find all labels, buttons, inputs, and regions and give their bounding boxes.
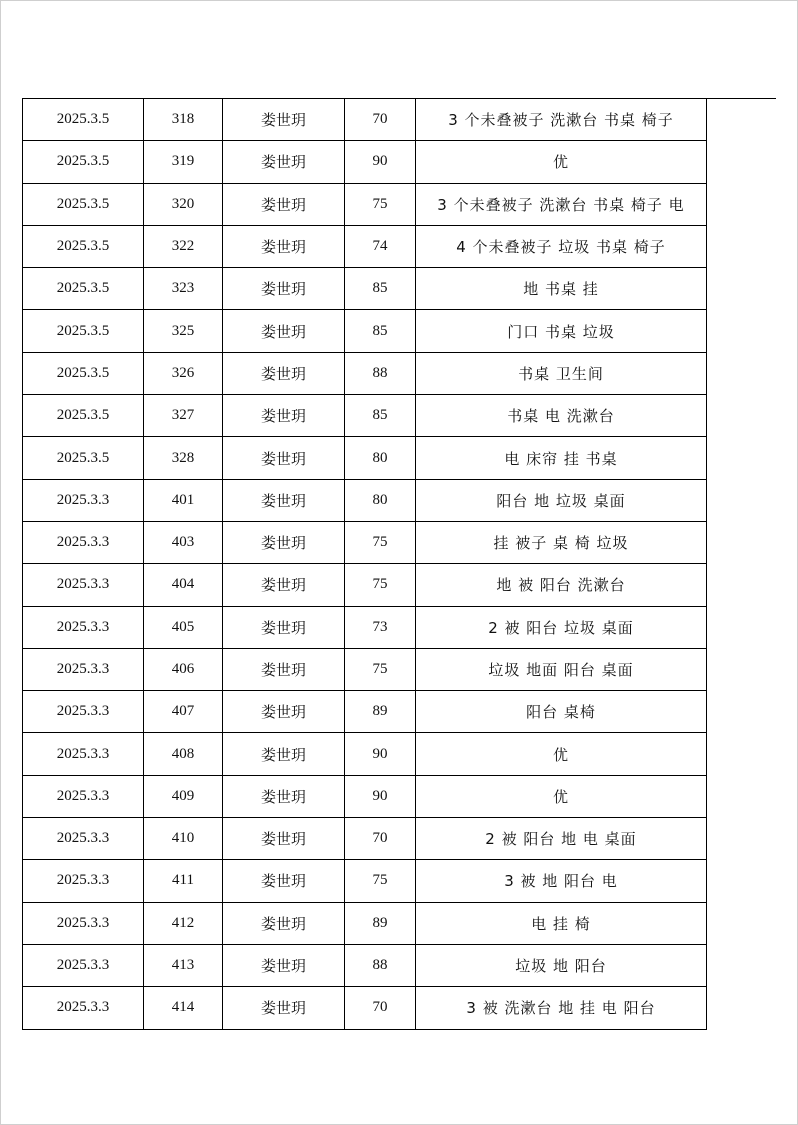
cell-deduction-notes: 3 被 地 阳台 电 (416, 860, 707, 902)
cell-room-number: 414 (144, 987, 223, 1029)
cell-score: 89 (345, 902, 416, 944)
cell-deduction-notes: 3 个未叠被子 洗漱台 书桌 椅子 (416, 99, 707, 141)
cell-score: 75 (345, 648, 416, 690)
table-row (23, 395, 707, 437)
cell-score: 70 (345, 818, 416, 860)
cell-date: 2025.3.5 (23, 310, 144, 352)
table-row (23, 99, 707, 141)
cell-room-number: 404 (144, 564, 223, 606)
cell-deduction-notes: 电 床帘 挂 书桌 (416, 437, 707, 479)
cell-score: 75 (345, 521, 416, 563)
cell-score: 73 (345, 606, 416, 648)
cell-room-number: 328 (144, 437, 223, 479)
table-row (23, 183, 707, 225)
cell-deduction-notes: 垃圾 地 阳台 (416, 944, 707, 986)
cell-date: 2025.3.3 (23, 648, 144, 690)
cell-score: 85 (345, 310, 416, 352)
table-row (23, 691, 707, 733)
cell-score: 90 (345, 733, 416, 775)
table-row (23, 564, 707, 606)
cell-inspector-name: 娄世玥 (223, 225, 345, 267)
cell-date: 2025.3.3 (23, 691, 144, 733)
cell-room-number: 323 (144, 268, 223, 310)
cell-room-number: 408 (144, 733, 223, 775)
cell-deduction-notes: 3 个未叠被子 洗漱台 书桌 椅子 电 (416, 183, 707, 225)
cell-date: 2025.3.5 (23, 395, 144, 437)
cell-score: 89 (345, 691, 416, 733)
cell-score: 75 (345, 183, 416, 225)
cell-score: 70 (345, 987, 416, 1029)
empty-extra-column (704, 98, 776, 99)
cell-score: 70 (345, 99, 416, 141)
cell-inspector-name: 娄世玥 (223, 437, 345, 479)
cell-inspector-name: 娄世玥 (223, 183, 345, 225)
cell-inspector-name: 娄世玥 (223, 395, 345, 437)
cell-inspector-name: 娄世玥 (223, 141, 345, 183)
cell-room-number: 326 (144, 352, 223, 394)
cell-deduction-notes: 2 被 阳台 地 电 桌面 (416, 818, 707, 860)
cell-date: 2025.3.5 (23, 268, 144, 310)
cell-inspector-name: 娄世玥 (223, 648, 345, 690)
cell-room-number: 403 (144, 521, 223, 563)
cell-inspector-name: 娄世玥 (223, 521, 345, 563)
cell-date: 2025.3.3 (23, 564, 144, 606)
table-row (23, 648, 707, 690)
cell-deduction-notes: 垃圾 地面 阳台 桌面 (416, 648, 707, 690)
cell-inspector-name: 娄世玥 (223, 479, 345, 521)
table-row (23, 987, 707, 1029)
cell-date: 2025.3.5 (23, 225, 144, 267)
cell-inspector-name: 娄世玥 (223, 310, 345, 352)
table-row (23, 733, 707, 775)
table-row (23, 268, 707, 310)
cell-inspector-name: 娄世玥 (223, 987, 345, 1029)
cell-score: 75 (345, 564, 416, 606)
table-body (23, 99, 707, 1030)
table-row (23, 479, 707, 521)
cell-deduction-notes: 地 书桌 挂 (416, 268, 707, 310)
cell-score: 88 (345, 944, 416, 986)
cell-deduction-notes: 优 (416, 775, 707, 817)
table-row (23, 310, 707, 352)
cell-date: 2025.3.3 (23, 606, 144, 648)
cell-date: 2025.3.5 (23, 352, 144, 394)
cell-date: 2025.3.5 (23, 437, 144, 479)
cell-date: 2025.3.5 (23, 99, 144, 141)
cell-deduction-notes: 阳台 桌椅 (416, 691, 707, 733)
cell-score: 74 (345, 225, 416, 267)
cell-deduction-notes: 地 被 阳台 洗漱台 (416, 564, 707, 606)
cell-inspector-name: 娄世玥 (223, 564, 345, 606)
cell-date: 2025.3.5 (23, 183, 144, 225)
cell-score: 75 (345, 860, 416, 902)
cell-date: 2025.3.3 (23, 775, 144, 817)
cell-deduction-notes: 2 被 阳台 垃圾 桌面 (416, 606, 707, 648)
cell-score: 90 (345, 775, 416, 817)
cell-deduction-notes: 4 个未叠被子 垃圾 书桌 椅子 (416, 225, 707, 267)
cell-room-number: 322 (144, 225, 223, 267)
cell-deduction-notes: 3 被 洗漱台 地 挂 电 阳台 (416, 987, 707, 1029)
cell-date: 2025.3.3 (23, 944, 144, 986)
cell-room-number: 325 (144, 310, 223, 352)
cell-date: 2025.3.5 (23, 141, 144, 183)
cell-score: 85 (345, 395, 416, 437)
cell-date: 2025.3.3 (23, 987, 144, 1029)
table-row (23, 606, 707, 648)
cell-inspector-name: 娄世玥 (223, 944, 345, 986)
cell-inspector-name: 娄世玥 (223, 352, 345, 394)
cell-inspector-name: 娄世玥 (223, 818, 345, 860)
cell-score: 88 (345, 352, 416, 394)
cell-room-number: 413 (144, 944, 223, 986)
cell-deduction-notes: 门口 书桌 垃圾 (416, 310, 707, 352)
inspection-table (22, 98, 707, 1030)
cell-inspector-name: 娄世玥 (223, 775, 345, 817)
cell-date: 2025.3.3 (23, 733, 144, 775)
table-row (23, 944, 707, 986)
cell-inspector-name: 娄世玥 (223, 99, 345, 141)
table-row (23, 902, 707, 944)
cell-deduction-notes: 挂 被子 桌 椅 垃圾 (416, 521, 707, 563)
cell-room-number: 318 (144, 99, 223, 141)
cell-room-number: 409 (144, 775, 223, 817)
cell-deduction-notes: 优 (416, 733, 707, 775)
cell-deduction-notes: 书桌 卫生间 (416, 352, 707, 394)
cell-score: 85 (345, 268, 416, 310)
table-row (23, 141, 707, 183)
cell-inspector-name: 娄世玥 (223, 691, 345, 733)
cell-score: 80 (345, 479, 416, 521)
cell-inspector-name: 娄世玥 (223, 268, 345, 310)
cell-date: 2025.3.3 (23, 521, 144, 563)
cell-room-number: 406 (144, 648, 223, 690)
table-row (23, 775, 707, 817)
cell-room-number: 412 (144, 902, 223, 944)
cell-inspector-name: 娄世玥 (223, 733, 345, 775)
cell-date: 2025.3.3 (23, 479, 144, 521)
cell-room-number: 320 (144, 183, 223, 225)
cell-date: 2025.3.3 (23, 860, 144, 902)
table-row (23, 860, 707, 902)
cell-inspector-name: 娄世玥 (223, 606, 345, 648)
table-row (23, 225, 707, 267)
cell-room-number: 407 (144, 691, 223, 733)
cell-room-number: 411 (144, 860, 223, 902)
cell-room-number: 410 (144, 818, 223, 860)
cell-date: 2025.3.3 (23, 902, 144, 944)
cell-deduction-notes: 电 挂 椅 (416, 902, 707, 944)
table-row (23, 521, 707, 563)
cell-inspector-name: 娄世玥 (223, 902, 345, 944)
cell-room-number: 401 (144, 479, 223, 521)
cell-score: 80 (345, 437, 416, 479)
cell-score: 90 (345, 141, 416, 183)
cell-date: 2025.3.3 (23, 818, 144, 860)
table-row (23, 437, 707, 479)
cell-room-number: 327 (144, 395, 223, 437)
table-row (23, 352, 707, 394)
cell-room-number: 405 (144, 606, 223, 648)
cell-deduction-notes: 优 (416, 141, 707, 183)
cell-deduction-notes: 阳台 地 垃圾 桌面 (416, 479, 707, 521)
cell-inspector-name: 娄世玥 (223, 860, 345, 902)
table-row (23, 818, 707, 860)
cell-deduction-notes: 书桌 电 洗漱台 (416, 395, 707, 437)
cell-room-number: 319 (144, 141, 223, 183)
